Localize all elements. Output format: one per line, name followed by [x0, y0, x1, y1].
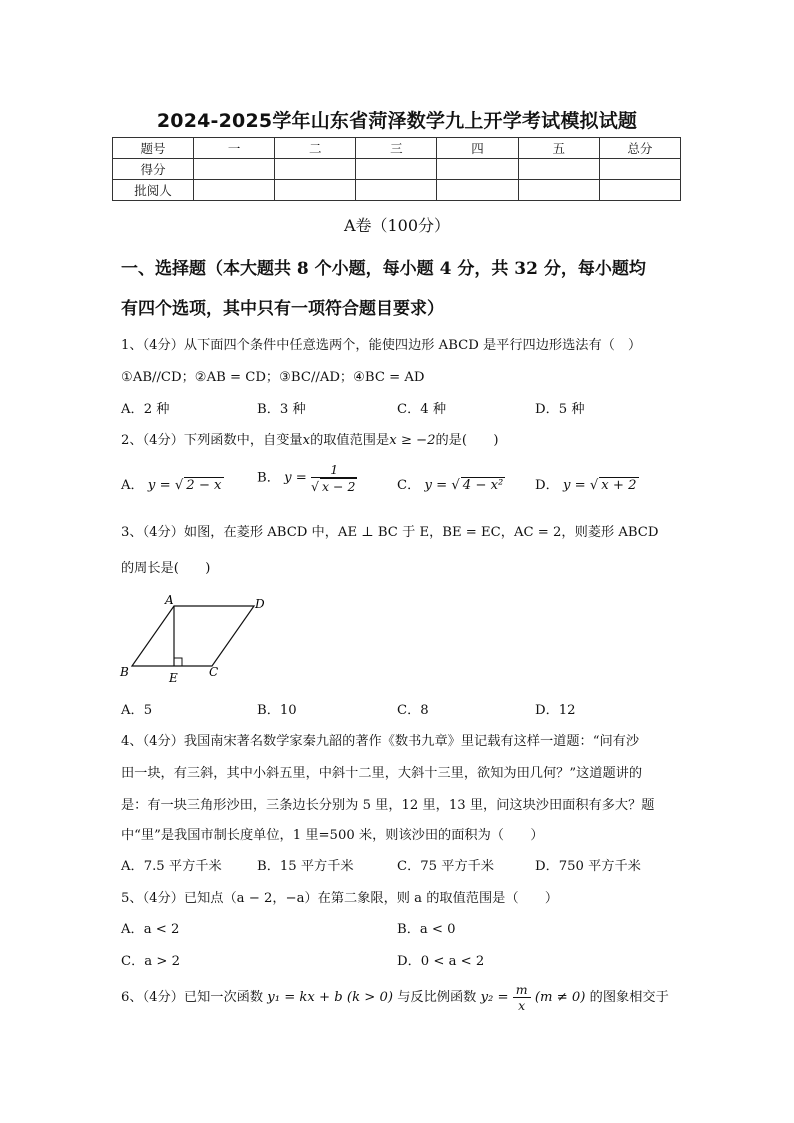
stem-text: 的是( ) [435, 433, 499, 448]
table-cell [356, 159, 437, 180]
table-cell [194, 159, 275, 180]
table-cell: 得分 [113, 159, 194, 180]
denominator: x [518, 998, 526, 1013]
question-4-stem-cont: 是：有一块三角形沙田，三条边长分别为 5 里，12 里，13 里，问这块沙田面积有多大？题 [121, 798, 655, 813]
numerator: m [513, 982, 531, 998]
page-title: 2024-2025学年山东省菏泽数学九上开学考试模拟试题 [156, 110, 638, 132]
question-2-stem [121, 429, 499, 448]
option-label: B． [257, 470, 280, 486]
table-cell [356, 180, 437, 201]
question-1-stem: 1、（4分）从下面四个条件中任意选两个，能使四边形 ABCD 是平行四边形选法有（ ） [121, 338, 642, 353]
option-c: C．75 平方千米 [397, 859, 494, 874]
option-d: D．0 < a < 2 [397, 954, 485, 969]
radicand: x − 2 [321, 479, 356, 494]
fraction [513, 982, 531, 1013]
score-table [112, 137, 681, 201]
formula-lhs: y = [562, 478, 586, 493]
option-d [535, 474, 639, 493]
condition: (m ≠ 0) [534, 990, 586, 1005]
point-label-e: E [169, 671, 178, 684]
point-label-a: A [165, 593, 174, 607]
fraction [311, 462, 357, 494]
table-cell [437, 159, 518, 180]
option-b: B．a < 0 [397, 922, 456, 937]
question-3-stem-cont: 的周长是( ) [121, 561, 211, 576]
table-cell: 三 [356, 138, 437, 159]
point-label-c: C [209, 665, 219, 679]
denominator [311, 478, 357, 494]
question-4-stem-cont: 田一块，有三斜，其中小斜五里，中斜十二里，大斜十三里，欲知为田几何？”这道题讲的 [121, 766, 643, 781]
question-6-stem [121, 982, 669, 1013]
formula: y₁ = kx + b (k > 0) [267, 990, 394, 1005]
option-a [121, 474, 224, 493]
table-cell: 五 [518, 138, 599, 159]
point-label-b: B [120, 665, 129, 679]
sqrt-icon: √ [174, 478, 184, 493]
table-cell: 二 [275, 138, 356, 159]
formula-lhs: y = [284, 470, 307, 486]
option-label: C． [397, 478, 421, 493]
option-label: A． [121, 478, 144, 493]
radicand: x + 2 [601, 478, 637, 493]
table-cell [194, 180, 275, 201]
option-d: D．12 [535, 703, 576, 718]
rhombus-figure [118, 592, 278, 684]
formula-lhs: y₂ = [480, 990, 509, 1005]
option-c [397, 474, 505, 493]
stem-text: 与反比例函数 [397, 990, 477, 1005]
table-row [113, 138, 681, 159]
sqrt-icon: √ [589, 478, 599, 493]
option-a: A．2 种 [121, 402, 170, 417]
option-a: A．5 [121, 703, 153, 718]
formula-lhs: y = [424, 478, 448, 493]
table-row [113, 159, 681, 180]
rhombus-shape [132, 606, 254, 666]
point-label-d: D [255, 597, 265, 611]
right-angle-mark [174, 658, 182, 666]
option-b: B．10 [257, 703, 297, 718]
question-5-stem: 5、（4分）已知点（a − 2，−a）在第二象限，则 a 的取值范围是（ ） [121, 891, 559, 906]
radicand: 2 − x [186, 478, 222, 493]
formula-lhs: y = [147, 478, 171, 493]
table-cell [437, 180, 518, 201]
part-heading: 一、选择题（本大题共 8 个小题，每小题 4 分，共 32 分，每小题均 [121, 259, 646, 279]
table-cell: 总分 [599, 138, 680, 159]
part-heading-cont: 有四个选项，其中只有一项符合题目要求） [121, 299, 444, 319]
table-cell [275, 159, 356, 180]
option-c: C．4 种 [397, 402, 447, 417]
table-row [113, 180, 681, 201]
stem-text: 的取值范围是 [310, 433, 390, 448]
table-cell: 一 [194, 138, 275, 159]
table-cell [518, 180, 599, 201]
sqrt-icon: √ [311, 479, 319, 494]
option-b: B．3 种 [257, 402, 306, 417]
question-4-stem-cont: 中“里”是我国市制长度单位，1 里=500 米，则该沙田的面积为（ ） [121, 828, 544, 843]
table-cell: 题号 [113, 138, 194, 159]
option-b [257, 462, 357, 494]
question-4-stem: 4、（4分）我国南宋著名数学家秦九韶的著作《数书九章》里记载有这样一道题：“问有沙 [121, 734, 640, 749]
table-cell: 批阅人 [113, 180, 194, 201]
option-b: B．15 平方千米 [257, 859, 354, 874]
table-cell [599, 180, 680, 201]
option-d: D．5 种 [535, 402, 585, 417]
radicand: 4 − x² [462, 478, 504, 493]
table-cell [599, 159, 680, 180]
option-a: A．7.5 平方千米 [121, 859, 222, 874]
stem-text: 2、（4分）下列函数中，自变量 [121, 433, 303, 448]
variable: x [302, 433, 311, 448]
option-d: D．750 平方千米 [535, 859, 641, 874]
table-cell [275, 180, 356, 201]
question-3-stem: 3、（4分）如图，在菱形 ABCD 中，AE ⊥ BC 于 E，BE = EC，AC = 2，则菱形 ABCD [121, 525, 659, 540]
table-cell [518, 159, 599, 180]
option-c: C．8 [397, 703, 429, 718]
option-label: D． [535, 478, 559, 493]
numerator: 1 [311, 462, 357, 478]
option-c: C．a > 2 [121, 954, 180, 969]
stem-text: 6、（4分）已知一次函数 [121, 990, 264, 1005]
sqrt-icon: √ [451, 478, 460, 493]
question-1-conditions: ①AB//CD；②AB = CD；③BC//AD；④BC = AD [121, 370, 425, 385]
stem-text: 的图象相交于 [589, 990, 669, 1005]
option-a: A．a < 2 [121, 922, 180, 937]
table-cell: 四 [437, 138, 518, 159]
condition: x ≥ −2 [389, 433, 436, 448]
section-heading: A卷（100分） [343, 216, 451, 235]
